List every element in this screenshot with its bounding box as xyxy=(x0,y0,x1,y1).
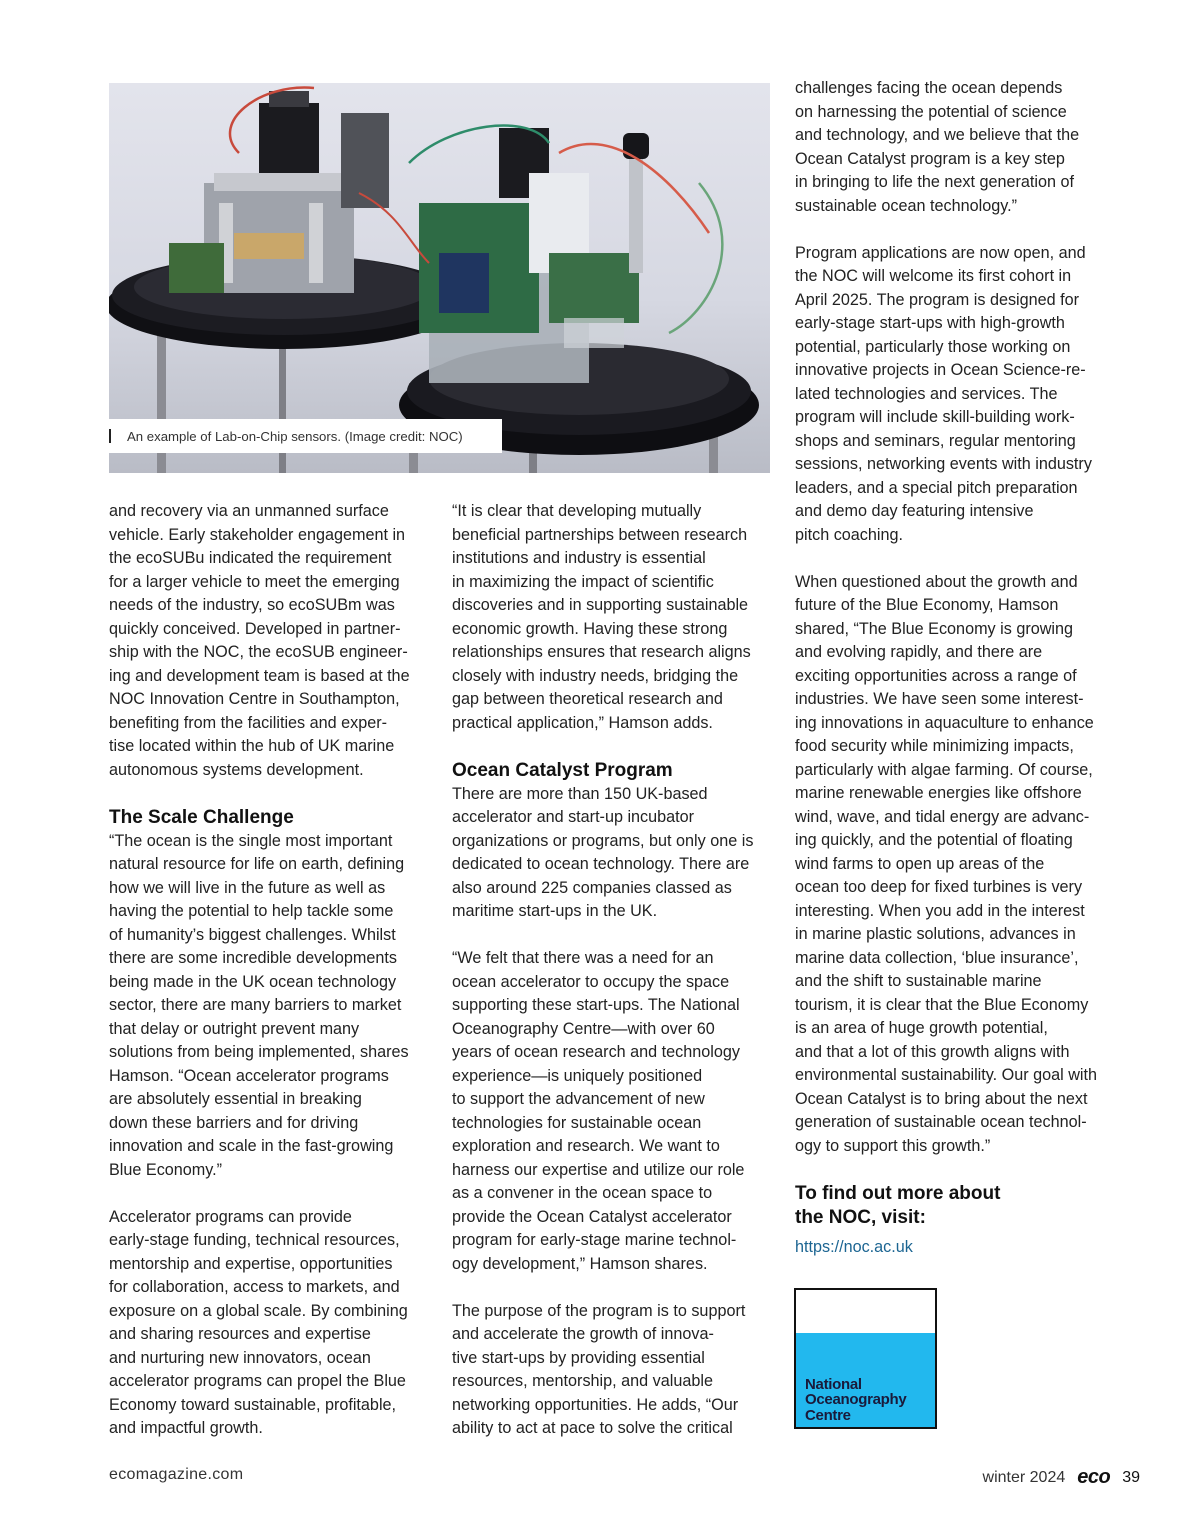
col2-paragraph-2: There are more than 150 UK-based accelerator and start-up incubator organizations or programs, but only one is dedicated to ocean technology. There are also around 225 companies classed as maritime start-ups in the UK. xyxy=(452,784,754,920)
footer-issue: winter 2024 xyxy=(982,1468,1066,1486)
col3-paragraph-3: When questioned about the growth and future of the Blue Economy, Hamson shared, “The Blue Economy is growing and evolving rapidly, and there are exciting opportunities across a range of industries. We have seen some interest- ing innovations in aquaculture to enhance food security while minimizing impacts, particularly with algae farming. Of course, marine renewable energies like offshore wind, wave, and tidal energy are advanc- ing quickly, and the potential of floating wind farms to open up areas of the ocean too deep for fixed turbines is very interesting. When you add in the interest in marine plastic solutions, advances in marine data collection, ‘blue insurance’, and the shift to sustainable marine tourism, it is clear that the Blue Economy is an area of huge growth potential, and that a lot of this growth aligns with environmental sustainability. Our goal with Ocean Catalyst is to bring about the next generation of sustainable ocean technol- ogy to support this growth.” xyxy=(795,572,1098,1155)
heading-find-out-more: To find out more about the NOC, visit: xyxy=(795,1182,1001,1228)
caption-bar xyxy=(109,429,111,443)
col1-paragraph-2: “The ocean is the single most important natural resource for life on earth, defining how we will live in the future as well as having the potential to help tackle some of humanity’s biggest challenges. Whilst there are some incredible developments being made in the UK ocean technology sector, there are many barriers to market that delay or outright prevent many solutions from being implemented, shares Hamson. “Ocean accelerator programs are absolutely essential in breaking down these barriers and for driving innovation and scale in the fast-growing Blue Economy.” xyxy=(109,831,409,1179)
col3-paragraph-2: Program applications are now open, and the NOC will welcome its first cohort in April 2025. The program is designed for early-stage start-ups with high-growth potential, particularly those working on innovative projects in Ocean Science-re- lated technologies and services. The program will include skill-building work- shops and seminars, regular mentoring sessions, networking events with industry leaders, and a special pitch preparation and demo day featuring intensive pitch coaching. xyxy=(795,243,1092,544)
noc-website-link[interactable]: https://noc.ac.uk xyxy=(795,1237,913,1256)
col2-paragraph-1: “It is clear that developing mutually beneficial partnerships between research institutions and industry is essential in maximizing the impact of scientific discoveries and in supporting sustainable economic growth. Having these strong relationships ensures that research aligns closely with industry needs, bridging the gap between theoretical research and practical application,” Hamson adds. xyxy=(452,502,751,732)
column-3 xyxy=(795,77,1125,1259)
heading-scale-challenge: The Scale Challenge xyxy=(109,806,294,828)
heading-ocean-catalyst: Ocean Catalyst Program xyxy=(452,759,673,781)
column-1 xyxy=(109,500,439,1441)
footer-site: ecomagazine.com xyxy=(109,1466,244,1483)
col1-paragraph-1: and recovery via an unmanned surface vehicle. Early stakeholder engagement in the ecoSUBu indicated the requirement for a larger vehicle to meet the emerging needs of the industry, so ecoSUBm was quickly conceived. Developed in partner- ship with the NOC, the ecoSUB engineer- ing and development team is based at the NOC Innovation Centre in Southampton, benefiting from the facilities and exper- tise located within the hub of UK marine autonomous systems development. xyxy=(109,502,410,779)
sensor-illustration xyxy=(109,83,770,473)
footer-brand-logo: eco xyxy=(1077,1466,1111,1488)
logo-text: National Oceanography Centre xyxy=(805,1375,907,1424)
col3-paragraph-1: challenges facing the ocean depends on harnessing the potential of science and technology, and we believe that the Ocean Catalyst program is a key step in bringing to life the next generation of sustainable ocean technology.” xyxy=(795,79,1080,215)
lab-on-chip-photo xyxy=(109,83,770,473)
column-2 xyxy=(452,500,777,1441)
caption-text: An example of Lab-on-Chip sensors. (Image credit: NOC) xyxy=(127,428,463,444)
page-number: 39 xyxy=(1122,1468,1140,1486)
photo-caption xyxy=(109,419,502,453)
footer-right xyxy=(983,1466,1140,1489)
col2-paragraph-4: The purpose of the program is to support and accelerate the growth of innova- tive start-ups by providing essential resources, mentorship, and valuable networking opportunities. He adds, “Our ability to act at pace to solve the critical xyxy=(452,1301,746,1437)
col2-paragraph-3: “We felt that there was a need for an ocean accelerator to occupy the space supporting these start-ups. The National Oceanography Centre—with over 60 years of ocean research and technology experience—is uniquely positioned to support the advancement of new technologies for sustainable ocean exploration and research. We want to harness our expertise and utilize our role as a convener in the ocean space to provide the Ocean Catalyst accelerator program for early-stage marine technol- ogy development,” Hamson shares. xyxy=(452,949,745,1273)
col1-paragraph-3: Accelerator programs can provide early-stage funding, technical resources, mentorship and expertise, opportunities for collaboration, access to markets, and exposure on a global scale. By combining and sharing resources and expertise and nurturing new innovators, ocean accelerator programs can propel the Blue Economy toward sustainable, profitable, and impactful growth. xyxy=(109,1207,408,1437)
noc-logo xyxy=(794,1288,937,1429)
